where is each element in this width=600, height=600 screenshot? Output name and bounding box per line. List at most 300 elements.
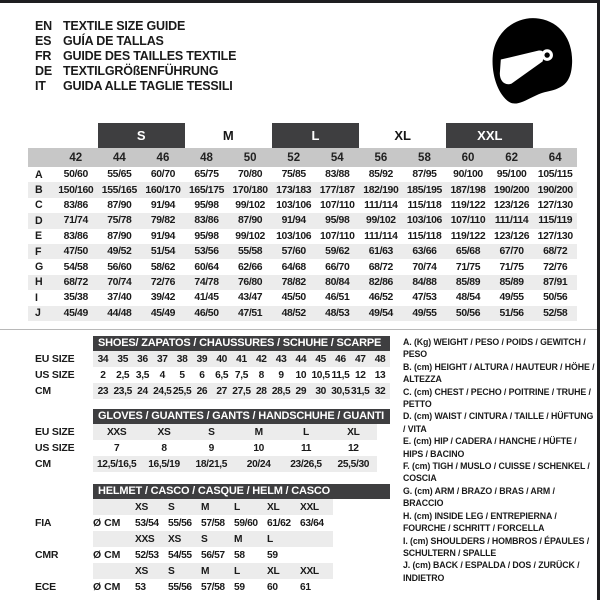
value-cell: XS xyxy=(168,533,181,545)
table-row xyxy=(35,515,390,531)
value-cell: 45 xyxy=(315,353,326,365)
value-cell: 56/57 xyxy=(201,549,225,561)
size-value-cell: 103/106 xyxy=(276,230,312,242)
value-cell: 28 xyxy=(255,385,267,397)
size-value-cell: 62/66 xyxy=(237,261,263,273)
value-cell: 28,5 xyxy=(271,385,291,397)
value-cell: 27 xyxy=(216,385,227,397)
size-value-cell: 150/160 xyxy=(54,182,98,197)
size-value-cell: 91/94 xyxy=(150,230,176,242)
unit-label: Ø CM xyxy=(93,581,121,593)
value-cell: 10 xyxy=(295,369,307,381)
value-cell: 7,5 xyxy=(234,369,249,381)
value-cell: 25,5 xyxy=(172,385,192,397)
size-group-header: L xyxy=(272,123,359,148)
size-value-cell: 48/54 xyxy=(455,292,481,304)
value-cell: 10 xyxy=(253,442,264,454)
value-cell: XXS xyxy=(106,426,127,438)
value-cell: L xyxy=(303,426,309,438)
size-value-cell: 87/90 xyxy=(107,230,132,242)
size-value-cell: 39/42 xyxy=(150,292,176,304)
legend-item: I. (cm) SHOULDERS / HOMBROS / ÉPAULES / SCHULTERN / SPALLE xyxy=(403,535,590,558)
size-value-cell: 75/85 xyxy=(281,169,306,181)
measurement-row xyxy=(28,229,577,244)
value-cell: XL xyxy=(347,426,360,438)
size-value-cell: 107/110 xyxy=(446,213,490,228)
row-values xyxy=(93,367,390,383)
size-value-cell: 70/74 xyxy=(412,261,437,273)
size-value-cell: 99/102 xyxy=(235,230,265,242)
size-value-cell: 95/98 xyxy=(315,213,359,228)
textile-size-table xyxy=(28,123,577,321)
value-cell: 63/64 xyxy=(300,517,324,529)
size-value-cell: 107/110 xyxy=(320,199,355,211)
row-letter-label: J xyxy=(28,306,54,321)
row-letter-label: H xyxy=(28,275,54,290)
value-cell: 57/58 xyxy=(201,581,225,593)
size-value-cell: 72/76 xyxy=(543,261,568,273)
table-title-bar: GLOVES / GUANTES / GANTS / HANDSCHUHE / GUANTI xyxy=(93,409,390,424)
language-code: IT xyxy=(35,79,46,93)
size-value-cell: 61/63 xyxy=(359,244,403,259)
language-line xyxy=(35,19,236,34)
size-value-cell: 53/56 xyxy=(185,244,229,259)
size-value-cell: 111/114 xyxy=(364,199,398,211)
size-value-cell: 70/80 xyxy=(237,169,263,181)
size-value-cell: 182/190 xyxy=(359,182,403,197)
language-code: EN xyxy=(35,19,52,33)
measurement-row xyxy=(28,167,577,182)
size-value-cell: 70/74 xyxy=(98,275,142,290)
size-value-cell: 64/68 xyxy=(281,261,306,273)
value-cell: 24,5 xyxy=(153,385,172,397)
size-column-header: 46 xyxy=(141,148,185,167)
language-title: TEXTILE SIZE GUIDE xyxy=(63,19,186,33)
table-row xyxy=(35,456,390,472)
row-values xyxy=(93,531,333,547)
size-value-cell: 105/115 xyxy=(537,169,573,181)
size-value-cell: 45/49 xyxy=(54,306,98,321)
language-title-block xyxy=(35,19,236,94)
size-value-cell: 170/180 xyxy=(228,182,272,197)
size-column-header: 62 xyxy=(490,148,534,167)
value-cell: M xyxy=(201,501,210,513)
measurement-row xyxy=(28,182,577,197)
size-value-cell: 82/86 xyxy=(359,275,403,290)
row-values xyxy=(93,499,333,515)
value-cell: 61/62 xyxy=(267,517,291,529)
size-value-cell: 48/52 xyxy=(272,306,316,321)
value-cell: XXS xyxy=(135,533,155,545)
row-values xyxy=(93,563,333,579)
size-value-cell: 85/89 xyxy=(446,275,490,290)
size-column-header: 58 xyxy=(403,148,447,167)
legend-item: C. (cm) CHEST / PECHO / POITRINE / TRUHE / PETTO xyxy=(403,386,591,410)
row-label: CMR xyxy=(35,549,59,561)
language-title: GUIDE DES TAILLES TEXTILE xyxy=(63,49,237,63)
value-cell: 30 xyxy=(315,385,326,397)
value-cell: 16,5/19 xyxy=(148,458,180,470)
size-value-cell: 71/75 xyxy=(499,261,524,273)
legend-item: E. (cm) HIP / CADERA / HANCHE / HÜFTE / HIPS / BACINO xyxy=(403,436,577,459)
value-cell: 32 xyxy=(374,385,386,397)
value-cell: 61 xyxy=(300,581,311,593)
row-letter-label: G xyxy=(35,261,44,274)
size-value-cell: 47/53 xyxy=(412,292,437,304)
size-value-cell: 63/66 xyxy=(403,244,447,259)
value-cell: 46 xyxy=(335,353,346,365)
value-cell: XL xyxy=(267,501,280,513)
size-value-cell: 95/100 xyxy=(496,169,527,181)
value-cell: 36 xyxy=(137,353,148,365)
size-value-cell: 71/74 xyxy=(54,213,98,228)
table-row xyxy=(35,383,390,399)
row-label: US SIZE xyxy=(35,442,75,454)
empty-cell xyxy=(28,148,54,167)
size-value-cell: 49/55 xyxy=(403,306,447,321)
value-cell: 12 xyxy=(347,442,359,454)
table-title-bar: SHOES/ ZAPATOS / CHAUSSURES / SCHUHE / SCARPE xyxy=(93,336,390,351)
value-cell: 59/60 xyxy=(234,517,258,529)
value-cell: 48 xyxy=(374,353,386,365)
size-value-cell: 41/45 xyxy=(194,292,219,304)
value-cell: S xyxy=(168,565,175,577)
size-value-cell: 83/86 xyxy=(185,213,229,228)
value-cell: 55/56 xyxy=(168,517,192,529)
size-column-header: 64 xyxy=(533,148,577,167)
value-cell: 39 xyxy=(196,353,208,365)
value-cell: 38 xyxy=(176,353,188,365)
size-column-header: 48 xyxy=(185,148,229,167)
value-cell: 2,5 xyxy=(116,369,130,381)
value-cell: M xyxy=(234,533,243,545)
size-value-cell: 155/165 xyxy=(98,182,142,197)
table-row xyxy=(35,424,390,440)
value-cell: 59 xyxy=(234,581,245,593)
value-cell: S xyxy=(168,501,175,513)
row-label: CM xyxy=(35,385,51,397)
measurement-row xyxy=(28,306,577,321)
size-value-cell: 65/75 xyxy=(194,169,219,181)
row-letter-label: D xyxy=(28,213,54,228)
value-cell: 7 xyxy=(114,442,120,454)
size-value-cell: 47/50 xyxy=(54,244,98,259)
size-value-cell: 91/94 xyxy=(272,213,316,228)
measurement-row xyxy=(28,213,577,228)
size-column-header: 52 xyxy=(272,148,316,167)
value-cell: S xyxy=(201,533,208,545)
size-group-row xyxy=(28,123,577,148)
size-value-cell: 87/91 xyxy=(533,275,577,290)
size-value-cell: 56/60 xyxy=(107,261,132,273)
size-value-cell: 46/50 xyxy=(185,306,229,321)
size-group-header: S xyxy=(98,123,185,148)
value-cell: 12 xyxy=(354,369,366,381)
size-group-header: M xyxy=(222,128,234,143)
value-cell: 52/53 xyxy=(135,549,159,561)
value-cell: 9 xyxy=(208,442,214,454)
size-value-cell: 50/56 xyxy=(543,292,568,304)
language-code: DE xyxy=(35,64,52,78)
size-value-cell: 190/200 xyxy=(533,182,577,197)
table-row xyxy=(35,499,390,515)
row-values xyxy=(93,351,390,367)
value-cell: XS xyxy=(135,501,148,513)
row-values xyxy=(93,547,333,563)
row-letter-label: B xyxy=(28,182,54,197)
size-value-cell: 55/65 xyxy=(107,169,132,181)
size-value-cell: 54/58 xyxy=(63,261,88,273)
table-row xyxy=(35,579,390,595)
value-cell: M xyxy=(201,565,210,577)
empty-cell xyxy=(533,123,577,148)
value-cell: 30,5 xyxy=(331,385,350,397)
value-cell: 5 xyxy=(179,369,185,381)
size-value-cell: 46/52 xyxy=(368,292,393,304)
size-value-cell: 43/47 xyxy=(237,292,263,304)
value-cell: 2 xyxy=(100,369,106,381)
value-cell: 13 xyxy=(374,369,386,381)
size-value-cell: 66/70 xyxy=(325,261,350,273)
shoes-size-table xyxy=(35,336,390,399)
size-value-cell: 67/70 xyxy=(490,244,534,259)
legend-item: H. (cm) INSIDE LEG / ENTREPIERNA / FOURCHE / SCHRITT / FORCELLA xyxy=(403,510,557,534)
row-label: ECE xyxy=(35,581,56,593)
size-value-cell: 190/200 xyxy=(490,182,534,197)
size-value-cell: 78/82 xyxy=(272,275,316,290)
value-cell: 59 xyxy=(267,549,278,561)
size-value-cell: 83/88 xyxy=(325,169,350,181)
legend-item: J. (cm) BACK / ESPALDA / DOS / ZURÜCK / INDIETRO xyxy=(403,560,580,583)
row-letter-label: F xyxy=(28,244,54,259)
size-value-cell: 51/54 xyxy=(141,244,185,259)
value-cell: 11 xyxy=(300,442,312,454)
size-value-cell: 57/60 xyxy=(272,244,316,259)
size-value-cell: 37/40 xyxy=(107,292,132,304)
table-row xyxy=(35,531,390,547)
size-value-cell: 99/102 xyxy=(359,213,403,228)
row-values xyxy=(93,456,377,472)
row-values xyxy=(93,383,390,399)
value-cell: 20/24 xyxy=(246,458,271,470)
table-row xyxy=(35,547,390,563)
size-value-cell: 46/51 xyxy=(325,292,350,304)
unit-label: Ø CM xyxy=(93,517,121,529)
language-title: GUÍA DE TALLAS xyxy=(63,34,164,48)
helmet-size-table xyxy=(35,484,390,595)
size-value-cell: 45/49 xyxy=(141,306,185,321)
size-value-cell: 95/98 xyxy=(194,199,219,211)
size-value-cell: 65/68 xyxy=(446,244,490,259)
value-cell: 31,5 xyxy=(351,385,370,397)
size-value-cell: 115/119 xyxy=(533,213,577,228)
size-value-cell: 49/52 xyxy=(98,244,142,259)
value-cell: 40 xyxy=(216,353,227,365)
language-title: TEXTILGRÖßENFÜHRUNG xyxy=(63,64,219,78)
size-value-cell: 91/94 xyxy=(150,199,176,211)
size-value-cell: 60/70 xyxy=(150,169,176,181)
size-column-header: 54 xyxy=(315,148,359,167)
size-value-cell: 49/54 xyxy=(359,306,403,321)
size-value-cell: 103/106 xyxy=(276,199,312,211)
value-cell: 23/26,5 xyxy=(290,458,322,470)
size-value-cell: 119/122 xyxy=(450,230,486,242)
gloves-size-table xyxy=(35,409,390,472)
size-value-cell: 50/56 xyxy=(446,306,490,321)
value-cell: 6,5 xyxy=(215,369,229,381)
size-value-cell: 50/60 xyxy=(63,169,88,181)
size-value-cell: 84/88 xyxy=(403,275,447,290)
size-value-cell: 76/80 xyxy=(228,275,272,290)
size-value-cell: 83/86 xyxy=(63,230,88,242)
size-value-cell: 59/62 xyxy=(315,244,359,259)
value-cell: 8 xyxy=(258,369,264,381)
size-value-cell: 187/198 xyxy=(446,182,490,197)
value-cell: 43 xyxy=(275,353,287,365)
row-label: US SIZE xyxy=(35,369,75,381)
section-divider xyxy=(0,329,600,330)
measurement-row xyxy=(28,244,577,259)
value-cell: 10,5 xyxy=(311,369,330,381)
empty-cell xyxy=(54,123,98,148)
value-cell: XXL xyxy=(300,565,319,577)
size-value-cell: 47/51 xyxy=(228,306,272,321)
size-column-header: 50 xyxy=(228,148,272,167)
value-cell: 23 xyxy=(97,385,109,397)
value-cell: 60 xyxy=(267,581,278,593)
size-value-cell: 58/62 xyxy=(150,261,176,273)
unit-label: Ø CM xyxy=(93,549,121,561)
size-value-cell: 127/130 xyxy=(537,230,573,242)
size-value-cell: 51/56 xyxy=(490,306,534,321)
measurement-row xyxy=(28,259,577,274)
size-value-cell: 107/110 xyxy=(320,230,355,242)
size-column-header: 44 xyxy=(98,148,142,167)
value-cell: L xyxy=(234,501,240,513)
legend-item: B. (cm) HEIGHT / ALTURA / HAUTEUR / HÖHE / ALTEZZA xyxy=(403,361,595,385)
value-cell: 24 xyxy=(137,385,148,397)
size-value-cell: 177/187 xyxy=(315,182,359,197)
size-value-cell: 80/84 xyxy=(315,275,359,290)
value-cell: XL xyxy=(267,565,280,577)
measurement-row xyxy=(28,275,577,290)
size-value-cell: 74/78 xyxy=(185,275,229,290)
language-line xyxy=(35,79,236,94)
size-value-cell: 60/64 xyxy=(194,261,219,273)
value-cell: 41 xyxy=(236,353,247,365)
size-value-cell: 68/72 xyxy=(54,275,98,290)
value-cell: 23,5 xyxy=(113,385,132,397)
size-value-cell: 119/122 xyxy=(450,199,486,211)
measurement-row xyxy=(28,198,577,213)
size-value-cell: 111/114 xyxy=(364,230,398,242)
legend-item: A. (Kg) WEIGHT / PESO / POIDS / GEWITCH / PESO xyxy=(403,337,586,360)
row-values xyxy=(93,424,377,440)
row-letter-label: E xyxy=(35,230,43,243)
size-value-cell: 173/183 xyxy=(272,182,316,197)
table-row xyxy=(35,563,390,579)
size-value-cell: 87/90 xyxy=(228,213,272,228)
value-cell: 42 xyxy=(255,353,267,365)
size-value-cell: 115/118 xyxy=(407,230,442,242)
value-cell: XS xyxy=(157,426,171,438)
language-code: ES xyxy=(35,34,52,48)
value-cell: 57/58 xyxy=(201,517,225,529)
language-line xyxy=(35,64,236,79)
size-value-cell: 123/126 xyxy=(494,230,530,242)
value-cell: L xyxy=(267,533,273,545)
empty-cell xyxy=(28,123,54,148)
size-value-cell: 71/75 xyxy=(455,261,481,273)
row-label: FIA xyxy=(35,517,52,529)
table-row xyxy=(35,367,390,383)
size-value-cell: 123/126 xyxy=(494,199,530,211)
size-value-cell: 72/76 xyxy=(141,275,185,290)
size-value-cell: 127/130 xyxy=(537,199,573,211)
value-cell: 18/21,5 xyxy=(195,458,228,470)
size-column-header: 42 xyxy=(54,148,98,167)
row-label: EU SIZE xyxy=(35,353,75,365)
value-cell: L xyxy=(234,565,240,577)
size-value-cell: 49/55 xyxy=(499,292,524,304)
size-value-cell: 87/95 xyxy=(412,169,437,181)
legend-item: F. (cm) TIGH / MUSLO / CUISSE / SCHENKEL / COSCIA xyxy=(403,461,590,484)
value-cell: 25,5/30 xyxy=(337,458,370,470)
value-cell: 58 xyxy=(234,549,245,561)
size-value-cell: 68/72 xyxy=(368,261,393,273)
value-cell: 11,5 xyxy=(331,369,350,381)
size-value-cell: 85/92 xyxy=(368,169,393,181)
size-value-cell: 68/72 xyxy=(533,244,577,259)
value-cell: 37 xyxy=(156,353,168,365)
size-value-cell: 85/89 xyxy=(490,275,534,290)
size-value-cell: 52/58 xyxy=(533,306,577,321)
size-column-header: 56 xyxy=(359,148,403,167)
row-label: CM xyxy=(35,458,51,470)
value-cell: 35 xyxy=(117,353,129,365)
table-title-bar: HELMET / CASCO / CASQUE / HELM / CASCO xyxy=(93,484,390,499)
value-cell: 53 xyxy=(135,581,146,593)
racing-helmet-icon xyxy=(486,15,578,113)
row-letter-label: C xyxy=(35,199,43,212)
size-column-header: 60 xyxy=(446,148,490,167)
value-cell: 27,5 xyxy=(232,385,251,397)
size-value-cell: 165/175 xyxy=(185,182,229,197)
value-cell: 55/56 xyxy=(168,581,192,593)
value-cell: 9 xyxy=(278,369,284,381)
value-cell: 4 xyxy=(159,369,165,381)
value-cell: 26 xyxy=(196,385,208,397)
measurement-legend xyxy=(403,336,597,584)
language-line xyxy=(35,49,236,64)
value-cell: 54/55 xyxy=(168,549,192,561)
size-value-cell: 87/90 xyxy=(107,199,132,211)
size-value-cell: 79/82 xyxy=(141,213,185,228)
value-cell: M xyxy=(254,426,263,438)
value-cell: 12,5/16,5 xyxy=(96,458,137,470)
language-line xyxy=(35,34,236,49)
size-value-cell: 55/58 xyxy=(228,244,272,259)
legend-item: D. (cm) WAIST / CINTURA / TAILLE / HÜFTUNG / VITA xyxy=(403,411,594,434)
size-value-cell: 90/100 xyxy=(453,169,483,181)
size-value-cell: 111/114 xyxy=(490,213,534,228)
row-letter-label: A xyxy=(35,168,43,181)
row-values xyxy=(93,515,333,531)
value-cell: 47 xyxy=(354,353,366,365)
size-group-header: XL xyxy=(394,128,411,143)
language-title: GUIDA ALLE TAGLIE TESSILI xyxy=(63,79,233,93)
value-cell: 34 xyxy=(97,353,109,365)
